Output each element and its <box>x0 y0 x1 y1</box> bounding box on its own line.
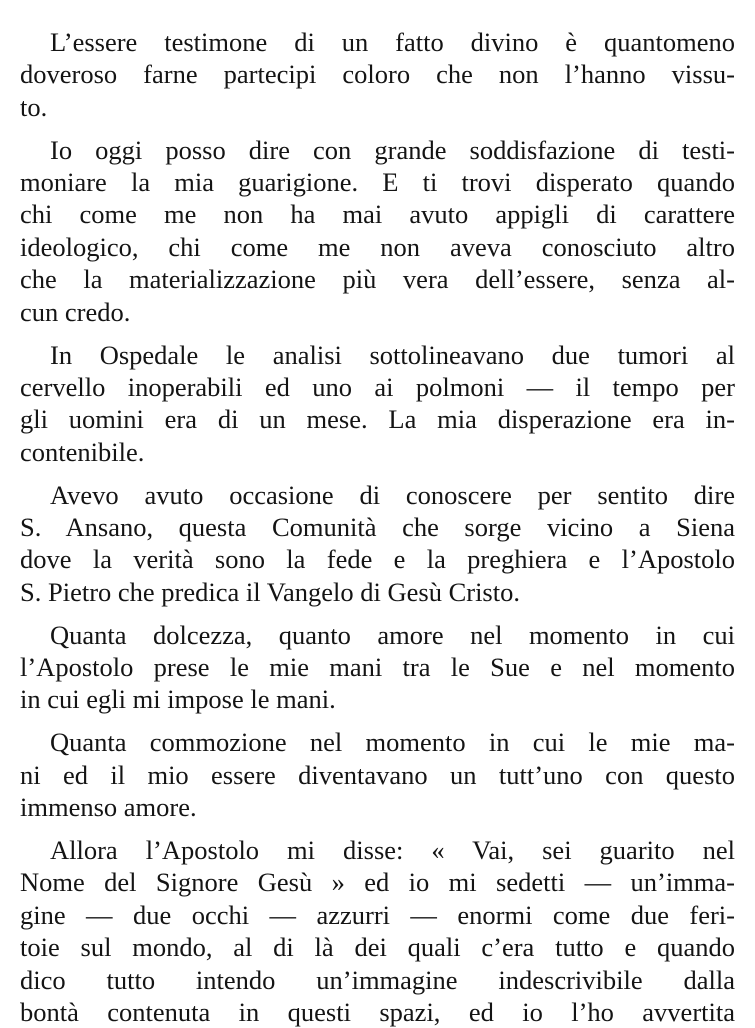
text-line: cervello inoperabili ed uno ai polmoni — il tempo per <box>20 371 735 402</box>
text-line: dove la verità sono la fede e la preghiera e l’Apostolo <box>20 544 735 575</box>
text-line: S. Ansano, questa Comunità che sorge vicino a Siena <box>20 511 735 542</box>
text-line: dico tutto intendo un’immagine indescrivibile dalla <box>20 964 735 995</box>
text-line: che la materializzazione più vera dell’essere, senza al- <box>20 264 735 295</box>
text-line: Avevo avuto occasione di conoscere per sentito dire <box>50 479 735 510</box>
text-line: Allora l’Apostolo mi disse: « Vai, sei guarito nel <box>50 834 735 865</box>
text-line: ni ed il mio essere diventavano un tutt’uno con questo <box>20 759 735 790</box>
text-line: bontà contenuta in questi spazi, ed io l’ho avvertita <box>20 996 735 1027</box>
document-page <box>20 26 735 1028</box>
text-line: gine — due occhi — azzurri — enormi come due feri- <box>20 899 735 930</box>
paragraph-4 <box>20 479 735 609</box>
text-line: moniare la mia guarigione. E ti trovi disperato quando <box>20 167 735 198</box>
text-line: ideologico, chi come me non aveva conosciuto altro <box>20 231 735 262</box>
paragraph-5 <box>20 619 735 716</box>
text-line: Nome del Signore Gesù » ed io mi sedetti — un’imma- <box>20 867 735 898</box>
text-line: toie sul mondo, al di là dei quali c’era tutto e quando <box>20 932 735 963</box>
text-line: contenibile. <box>20 436 145 467</box>
text-line: l’Apostolo prese le mie mani tra le Sue e nel momento <box>20 652 735 683</box>
paragraph-2 <box>20 134 735 328</box>
text-line: S. Pietro che predica il Vangelo di Gesù Cristo. <box>20 576 520 607</box>
paragraph-3 <box>20 339 735 469</box>
text-line: gli uomini era di un mese. La mia disperazione era in- <box>20 404 735 435</box>
paragraph-1 <box>20 26 735 123</box>
text-line: cun credo. <box>20 296 131 327</box>
text-line: Quanta dolcezza, quanto amore nel momento in cui <box>50 619 735 650</box>
text-line: Io oggi posso dire con grande soddisfazione di testi- <box>50 134 735 165</box>
text-line: L’essere testimone di un fatto divino è quantomeno <box>50 27 735 57</box>
text-line: immenso amore. <box>20 792 197 823</box>
text-line: Quanta commozione nel momento in cui le mie ma- <box>50 727 735 758</box>
text-line: doveroso farne partecipi coloro che non l’hanno vissu- <box>20 59 735 90</box>
text-line: in cui egli mi impose le mani. <box>20 684 336 715</box>
text-line: In Ospedale le analisi sottolineavano due tumori al <box>50 339 735 370</box>
paragraph-6 <box>20 726 735 823</box>
text-line: chi come me non ha mai avuto appigli di carattere <box>20 199 735 230</box>
text-line: to. <box>20 91 48 122</box>
paragraph-7 <box>20 834 735 1028</box>
